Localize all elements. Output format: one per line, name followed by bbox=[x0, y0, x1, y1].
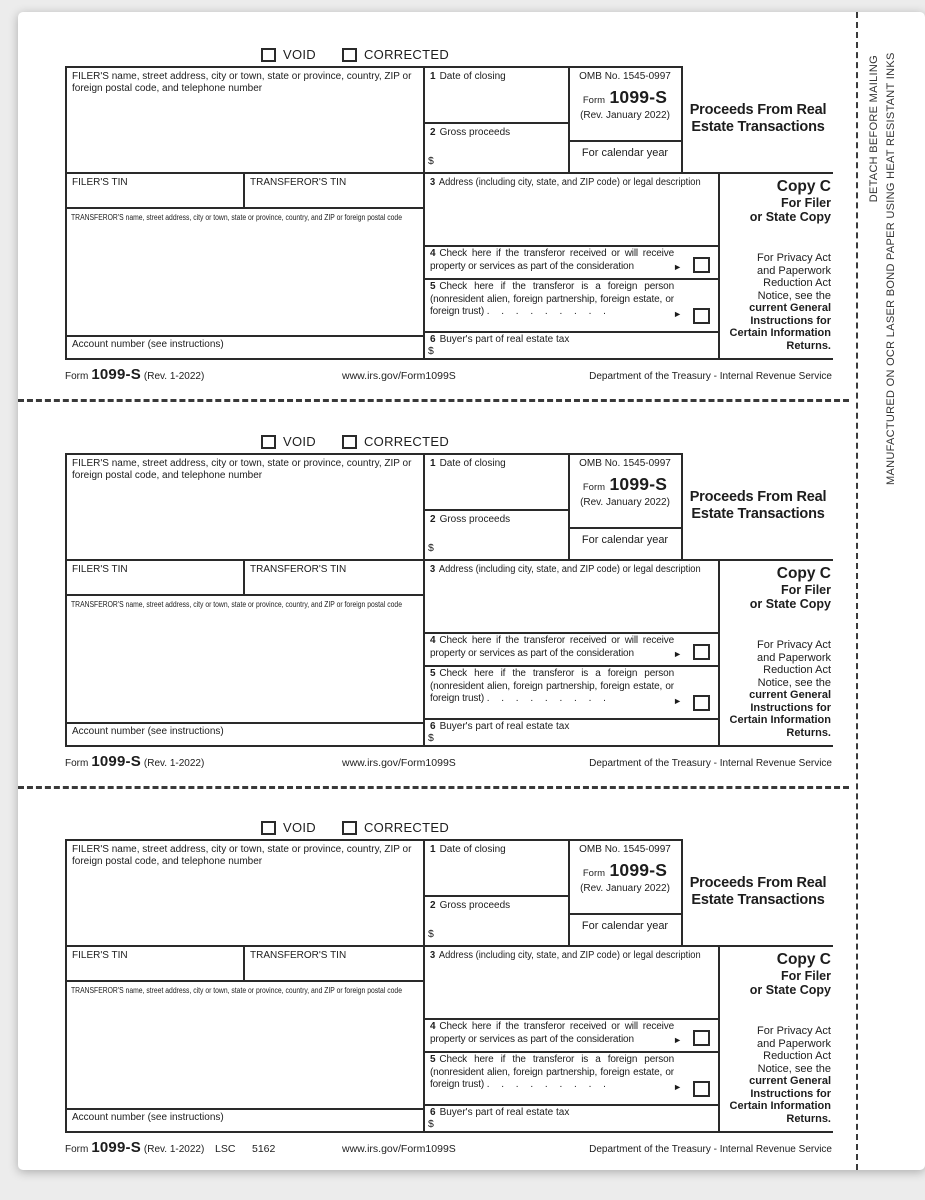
perforation-line-vertical bbox=[856, 12, 858, 1170]
divider-line bbox=[65, 980, 425, 982]
box4-number: 4 bbox=[430, 635, 436, 646]
transferor-name-field-label: TRANSFEROR'S name, street address, city or town, state or province, country, and ZIP or foreign postal code bbox=[71, 986, 402, 995]
form-number: 1099-S bbox=[609, 860, 668, 880]
copy-designation: Copy C bbox=[776, 565, 831, 582]
box1-number: 1 bbox=[430, 71, 436, 82]
divider-line bbox=[65, 839, 67, 1133]
divider-line bbox=[65, 207, 425, 209]
omb-cell bbox=[569, 844, 681, 894]
corrected-label: CORRECTED bbox=[363, 820, 450, 835]
box6-number: 6 bbox=[430, 721, 436, 732]
box5-checkbox[interactable] bbox=[693, 1081, 710, 1097]
box5-arrow: ► bbox=[673, 309, 682, 319]
omb-number: OMB No. 1545-0997 bbox=[579, 71, 671, 82]
box5-label: 5 Check here if the transferor is a foreign person (nonresident alien, foreign partnership, foreign estate, or foreign trust) . . . . . . . . . bbox=[430, 281, 674, 317]
divider-line bbox=[65, 839, 683, 841]
form-title: Proceeds From Real Estate Transactions bbox=[689, 875, 827, 908]
box4-label: 4 Check here if the transferor received or will receive property or services as part of the consideration bbox=[430, 1021, 674, 1045]
box4-row bbox=[425, 634, 718, 665]
box4-number: 4 bbox=[430, 1021, 436, 1032]
transferor-tin-label: TRANSFEROR'S TIN bbox=[250, 564, 347, 575]
box2-label: 2 Gross proceeds bbox=[430, 900, 511, 911]
revision-label: (Rev. January 2022) bbox=[580, 497, 670, 508]
divider-line bbox=[568, 913, 683, 915]
box5-label: 5 Check here if the transferor is a foreign person (nonresident alien, foreign partnership, foreign estate, or foreign trust) . . . . . . . . . bbox=[430, 668, 674, 704]
divider-line bbox=[568, 527, 683, 529]
box2-number: 2 bbox=[430, 514, 436, 525]
omb-number: OMB No. 1545-0997 bbox=[579, 458, 671, 469]
void-checkbox[interactable] bbox=[261, 48, 276, 62]
void-corrected-row bbox=[261, 434, 449, 449]
box3-label: 3 Address (including city, state, and ZIP code) or legal description bbox=[430, 950, 701, 961]
divider-line bbox=[243, 559, 245, 596]
box6-dollar-sign: $ bbox=[428, 732, 434, 744]
transferor-tin-label: TRANSFEROR'S TIN bbox=[250, 950, 347, 961]
divider-line bbox=[681, 66, 683, 174]
form-grid bbox=[65, 453, 833, 747]
box5-row bbox=[425, 667, 718, 718]
void-label: VOID bbox=[283, 434, 316, 449]
account-number-label: Account number (see instructions) bbox=[72, 1112, 224, 1123]
box4-checkbox[interactable] bbox=[693, 1030, 710, 1046]
divider-line bbox=[65, 358, 833, 360]
treasury-department-label: Department of the Treasury - Internal Revenue Service bbox=[589, 1144, 832, 1155]
void-label: VOID bbox=[283, 47, 316, 62]
detach-instruction: DETACH BEFORE MAILING bbox=[868, 55, 880, 203]
box3-label: 3 Address (including city, state, and ZIP code) or legal description bbox=[430, 177, 701, 188]
divider-line bbox=[65, 945, 833, 947]
box1-label: 1 Date of closing bbox=[430, 71, 506, 82]
printer-code-left: LSC bbox=[215, 1143, 236, 1155]
privacy-act-notice: For Privacy Act and Paperwork Reduction Act Notice, see the current General Instructions for Certain Information Returns. bbox=[729, 252, 831, 352]
copy-designation-block: Copy C For Filer or State Copy bbox=[720, 178, 831, 224]
divider-line bbox=[423, 718, 720, 720]
printer-code-right: 5162 bbox=[252, 1143, 276, 1155]
divider-line bbox=[681, 839, 683, 947]
divider-line bbox=[65, 594, 425, 596]
divider-line bbox=[65, 453, 683, 455]
corrected-label: CORRECTED bbox=[363, 434, 450, 449]
divider-line bbox=[423, 331, 720, 333]
box6-label: 6 Buyer's part of real estate tax bbox=[430, 334, 570, 345]
copy-designation-block: Copy C For Filer or State Copy bbox=[720, 565, 831, 611]
box4-checkbox[interactable] bbox=[693, 644, 710, 660]
box4-row bbox=[425, 247, 718, 278]
box5-number: 5 bbox=[430, 668, 436, 679]
filer-tin-label: FILER'S TIN bbox=[72, 950, 128, 961]
form-number: 1099-S bbox=[609, 87, 668, 107]
corrected-label: CORRECTED bbox=[363, 47, 450, 62]
footer-revision: (Rev. 1-2022) bbox=[143, 1144, 205, 1155]
box2-dollar-sign: $ bbox=[428, 928, 434, 940]
box3-number: 3 bbox=[430, 177, 436, 188]
footer-revision: (Rev. 1-2022) bbox=[143, 371, 205, 382]
form-copy-3 bbox=[65, 817, 833, 1162]
divider-line bbox=[65, 745, 833, 747]
divider-line bbox=[65, 172, 833, 174]
box3-label: 3 Address (including city, state, and ZIP code) or legal description bbox=[430, 564, 701, 575]
box5-number: 5 bbox=[430, 281, 436, 292]
irs-url: www.irs.gov/Form1099S bbox=[342, 1143, 456, 1155]
form-footer bbox=[65, 1139, 833, 1159]
void-corrected-row bbox=[261, 820, 449, 835]
footer-revision: (Rev. 1-2022) bbox=[143, 758, 205, 769]
box1-number: 1 bbox=[430, 844, 436, 855]
divider-line bbox=[65, 559, 833, 561]
omb-cell bbox=[569, 71, 681, 121]
corrected-checkbox[interactable] bbox=[342, 48, 357, 62]
void-checkbox[interactable] bbox=[261, 821, 276, 835]
void-label: VOID bbox=[283, 820, 316, 835]
copy-designation: Copy C bbox=[776, 951, 831, 968]
transferor-tin-label: TRANSFEROR'S TIN bbox=[250, 177, 347, 188]
irs-url: www.irs.gov/Form1099S bbox=[342, 370, 456, 382]
divider-line bbox=[423, 122, 570, 124]
corrected-checkbox[interactable] bbox=[342, 435, 357, 449]
detach-edge-text bbox=[866, 52, 902, 485]
irs-url: www.irs.gov/Form1099S bbox=[342, 757, 456, 769]
box2-label: 2 Gross proceeds bbox=[430, 127, 511, 138]
box5-row bbox=[425, 280, 718, 331]
divider-line bbox=[681, 453, 683, 561]
box4-arrow: ► bbox=[673, 1035, 682, 1045]
dot-leader: . . . . . . . . . bbox=[486, 306, 607, 317]
divider-line bbox=[423, 895, 570, 897]
account-number-label: Account number (see instructions) bbox=[72, 339, 224, 350]
form-grid bbox=[65, 839, 833, 1133]
box2-number: 2 bbox=[430, 900, 436, 911]
box5-checkbox[interactable] bbox=[693, 308, 710, 324]
box2-label: 2 Gross proceeds bbox=[430, 514, 511, 525]
box4-checkbox[interactable] bbox=[693, 257, 710, 273]
box2-dollar-sign: $ bbox=[428, 542, 434, 554]
divider-line bbox=[65, 722, 425, 724]
perforation-line-2 bbox=[18, 786, 849, 789]
revision-label: (Rev. January 2022) bbox=[580, 110, 670, 121]
box5-arrow: ► bbox=[673, 1082, 682, 1092]
footer-form-number: 1099-S bbox=[91, 753, 141, 770]
divider-line bbox=[423, 509, 570, 511]
dot-leader: . . . . . . . . . bbox=[486, 693, 607, 704]
divider-line bbox=[243, 945, 245, 982]
box2-number: 2 bbox=[430, 127, 436, 138]
divider-line bbox=[243, 172, 245, 209]
box3-number: 3 bbox=[430, 950, 436, 961]
filer-name-field-label: FILER'S name, street address, city or town, state or province, country, ZIP or foreign postal code, and telephone number bbox=[72, 844, 412, 867]
form-footer bbox=[65, 366, 833, 386]
box6-label: 6 Buyer's part of real estate tax bbox=[430, 721, 570, 732]
treasury-department-label: Department of the Treasury - Internal Revenue Service bbox=[589, 371, 832, 382]
filer-name-field-label: FILER'S name, street address, city or town, state or province, country, ZIP or foreign postal code, and telephone number bbox=[72, 458, 412, 481]
omb-cell bbox=[569, 458, 681, 508]
box4-row bbox=[425, 1020, 718, 1051]
calendar-year-label: For calendar year bbox=[581, 920, 669, 932]
box6-number: 6 bbox=[430, 1107, 436, 1118]
footer-form-id: Form 1099-S (Rev. 1-2022) bbox=[65, 753, 205, 770]
form-copy-1 bbox=[65, 44, 833, 389]
divider-line bbox=[65, 1131, 833, 1133]
copy-designation: Copy C bbox=[776, 178, 831, 195]
box6-number: 6 bbox=[430, 334, 436, 345]
footer-form-id: Form 1099-S (Rev. 1-2022) bbox=[65, 1139, 205, 1156]
box6-dollar-sign: $ bbox=[428, 1118, 434, 1130]
box2-dollar-sign: $ bbox=[428, 155, 434, 167]
corrected-checkbox[interactable] bbox=[342, 821, 357, 835]
account-number-label: Account number (see instructions) bbox=[72, 726, 224, 737]
form-title: Proceeds From Real Estate Transactions bbox=[689, 489, 827, 522]
privacy-act-notice: For Privacy Act and Paperwork Reduction Act Notice, see the current General Instructions for Certain Information Returns. bbox=[729, 639, 831, 739]
treasury-department-label: Department of the Treasury - Internal Revenue Service bbox=[589, 758, 832, 769]
form-number-block: Form 1099-S bbox=[582, 474, 668, 494]
box4-label: 4 Check here if the transferor received or will receive property or services as part of the consideration bbox=[430, 635, 674, 659]
copy-designation-block: Copy C For Filer or State Copy bbox=[720, 951, 831, 997]
divider-line bbox=[65, 335, 425, 337]
form-title: Proceeds From Real Estate Transactions bbox=[689, 102, 827, 135]
divider-line bbox=[423, 1104, 720, 1106]
divider-line bbox=[568, 140, 683, 142]
form-number: 1099-S bbox=[609, 474, 668, 494]
box4-arrow: ► bbox=[673, 262, 682, 272]
transferor-name-field-label: TRANSFEROR'S name, street address, city or town, state or province, country, and ZIP or foreign postal code bbox=[71, 600, 402, 609]
footer-form-number: 1099-S bbox=[91, 366, 141, 383]
box5-label: 5 Check here if the transferor is a foreign person (nonresident alien, foreign partnership, foreign estate, or foreign trust) . . . . . . . . . bbox=[430, 1054, 674, 1090]
box6-dollar-sign: $ bbox=[428, 345, 434, 357]
calendar-year-label: For calendar year bbox=[581, 534, 669, 546]
form-copy-2 bbox=[65, 431, 833, 776]
dot-leader: . . . . . . . . . bbox=[486, 1079, 607, 1090]
filer-tin-label: FILER'S TIN bbox=[72, 177, 128, 188]
void-checkbox[interactable] bbox=[261, 435, 276, 449]
paper-spec-text: MANUFACTURED ON OCR LASER BOND PAPER USING HEAT RESISTANT INKS bbox=[885, 52, 897, 485]
form-number-block: Form 1099-S bbox=[582, 87, 668, 107]
divider-line bbox=[65, 66, 683, 68]
divider-line bbox=[65, 66, 67, 360]
box5-row bbox=[425, 1053, 718, 1104]
filer-tin-label: FILER'S TIN bbox=[72, 564, 128, 575]
revision-label: (Rev. January 2022) bbox=[580, 883, 670, 894]
box5-checkbox[interactable] bbox=[693, 695, 710, 711]
form-sheet bbox=[18, 12, 925, 1170]
calendar-year-label: For calendar year bbox=[581, 147, 669, 159]
box5-arrow: ► bbox=[673, 696, 682, 706]
footer-form-id: Form 1099-S (Rev. 1-2022) bbox=[65, 366, 205, 383]
form-grid bbox=[65, 66, 833, 360]
box1-number: 1 bbox=[430, 458, 436, 469]
box6-label: 6 Buyer's part of real estate tax bbox=[430, 1107, 570, 1118]
privacy-act-notice: For Privacy Act and Paperwork Reduction Act Notice, see the current General Instructions for Certain Information Returns. bbox=[729, 1025, 831, 1125]
divider-line bbox=[65, 453, 67, 747]
footer-form-number: 1099-S bbox=[91, 1139, 141, 1156]
box4-label: 4 Check here if the transferor received or will receive property or services as part of the consideration bbox=[430, 248, 674, 272]
box1-label: 1 Date of closing bbox=[430, 458, 506, 469]
box1-label: 1 Date of closing bbox=[430, 844, 506, 855]
divider-line bbox=[65, 1108, 425, 1110]
box4-arrow: ► bbox=[673, 649, 682, 659]
box3-number: 3 bbox=[430, 564, 436, 575]
box5-number: 5 bbox=[430, 1054, 436, 1065]
transferor-name-field-label: TRANSFEROR'S name, street address, city or town, state or province, country, and ZIP or foreign postal code bbox=[71, 213, 402, 222]
void-corrected-row bbox=[261, 47, 449, 62]
box4-number: 4 bbox=[430, 248, 436, 259]
filer-name-field-label: FILER'S name, street address, city or town, state or province, country, ZIP or foreign postal code, and telephone number bbox=[72, 71, 412, 94]
form-footer bbox=[65, 753, 833, 773]
omb-number: OMB No. 1545-0997 bbox=[579, 844, 671, 855]
perforation-line-1 bbox=[18, 399, 849, 402]
form-number-block: Form 1099-S bbox=[582, 860, 668, 880]
